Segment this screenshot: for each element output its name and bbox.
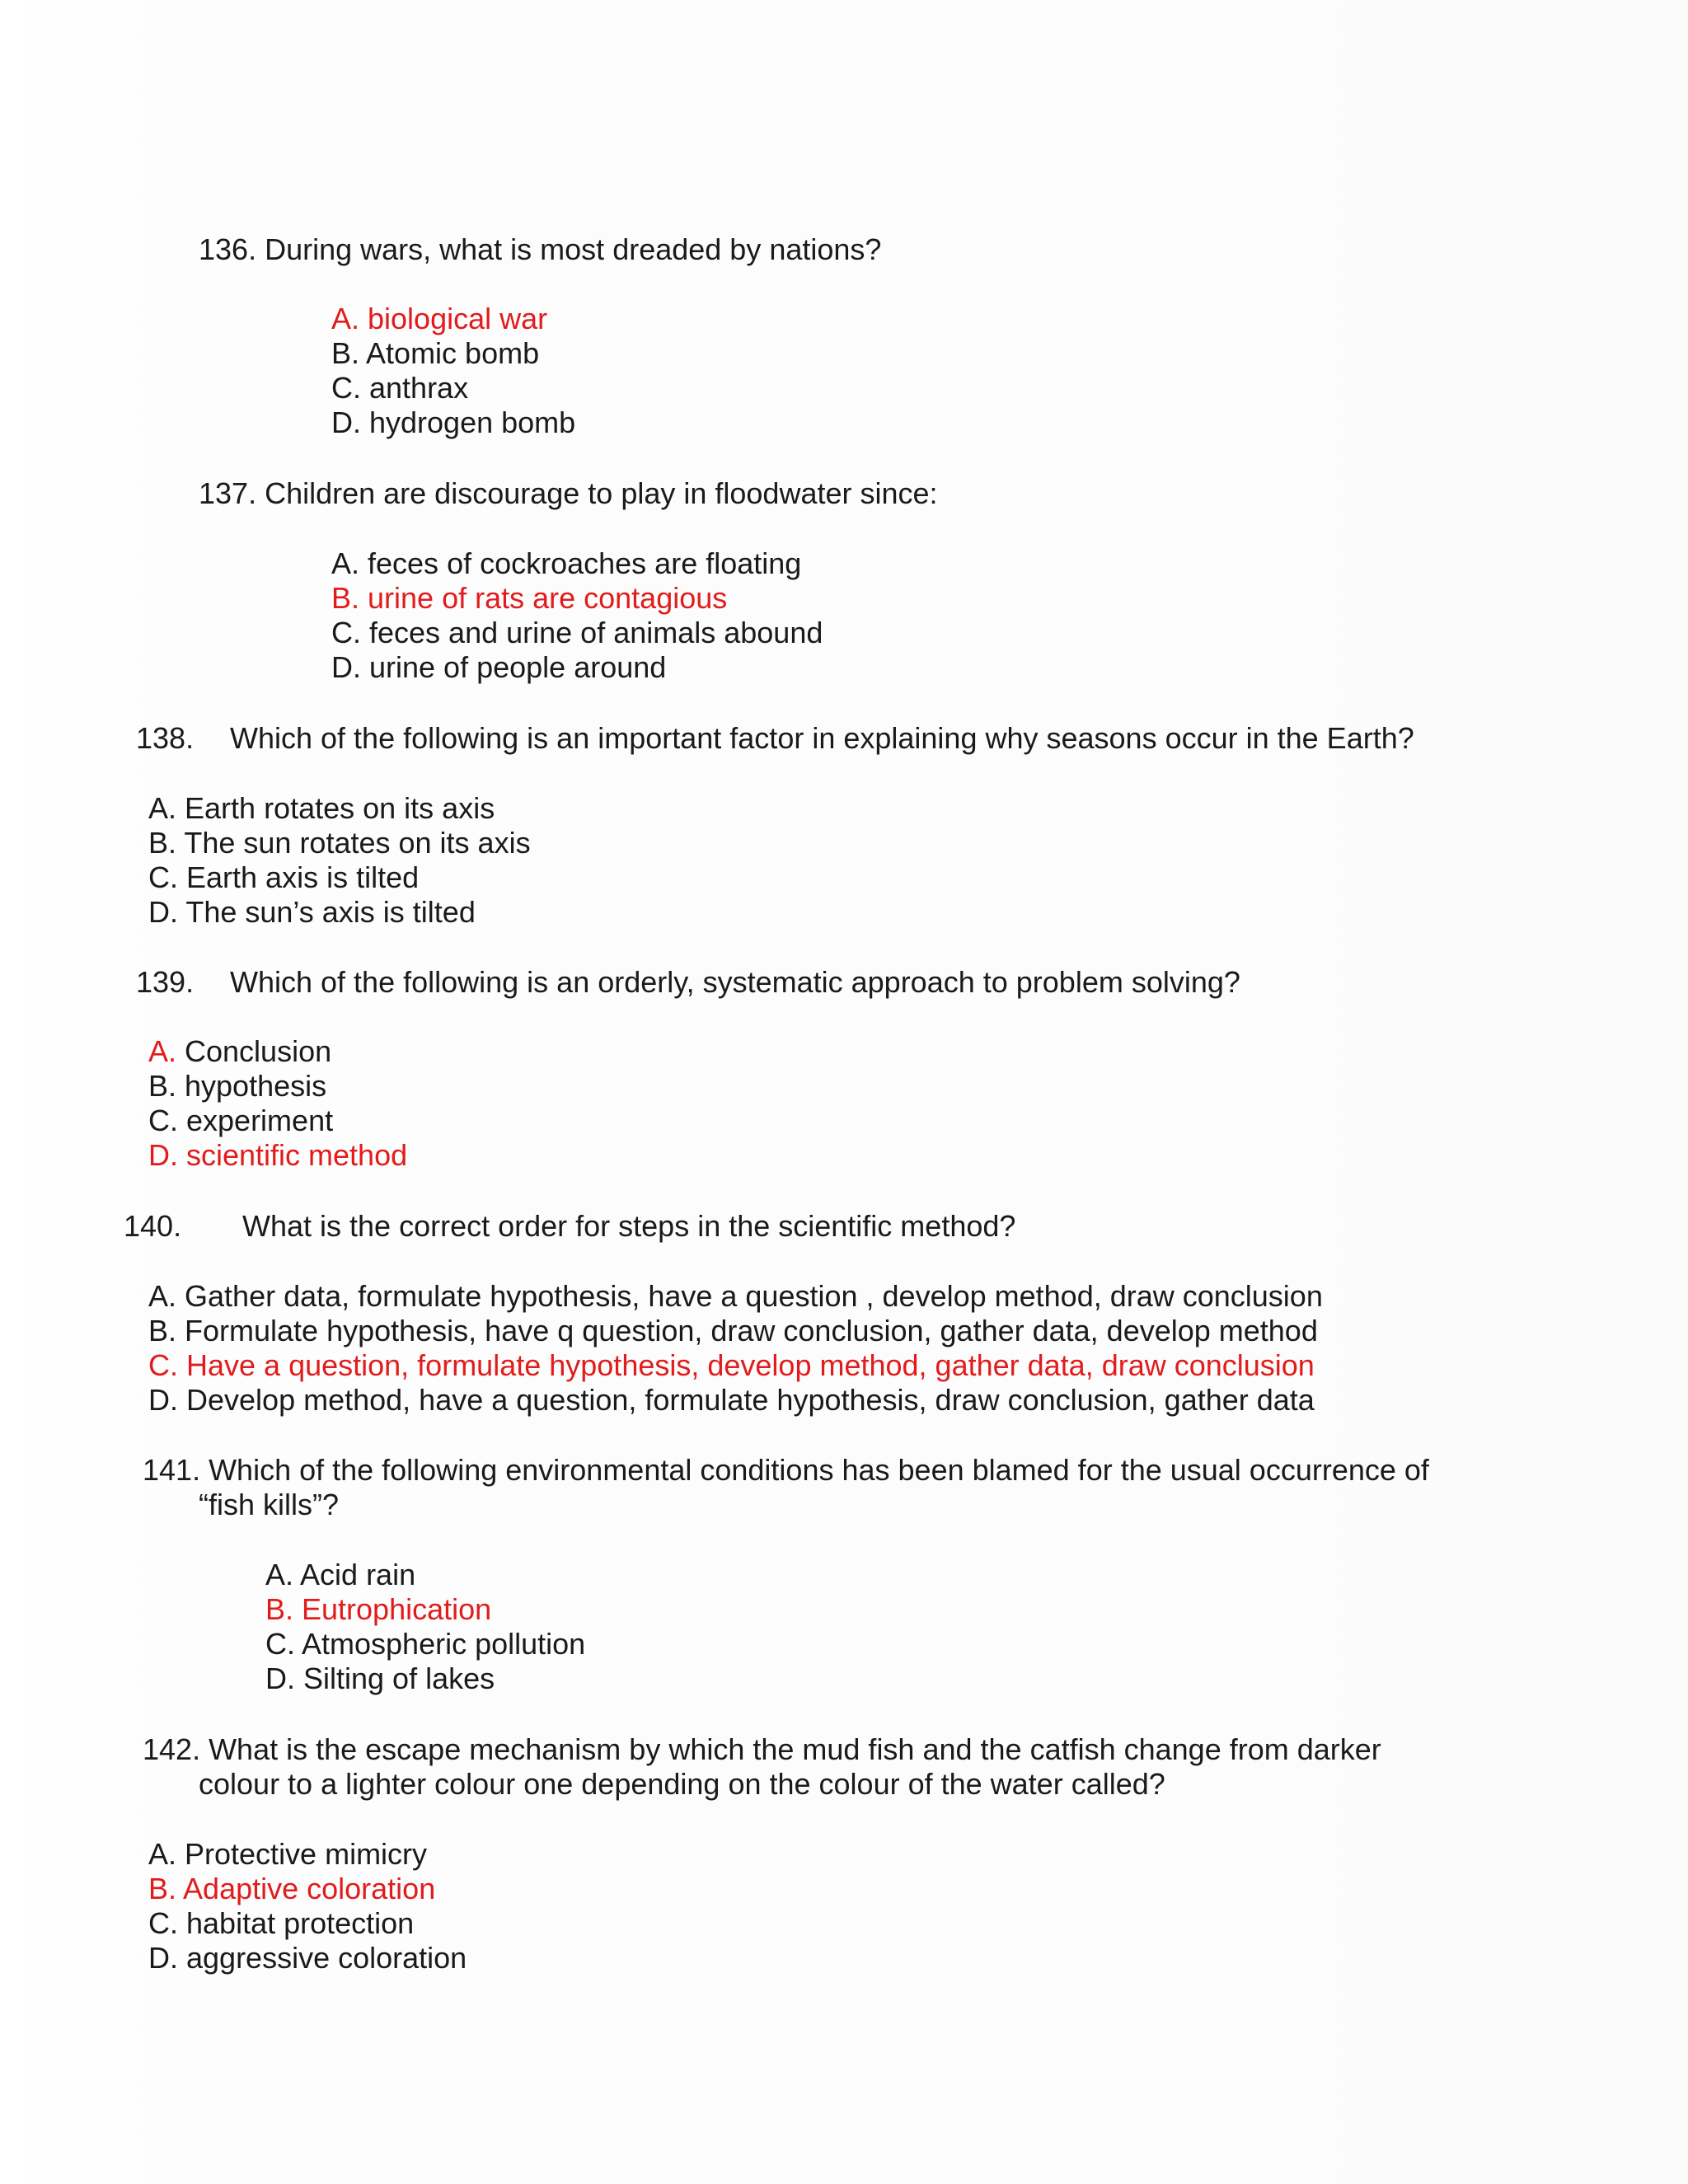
question-137-option-a: A. feces of cockroaches are floating — [331, 546, 802, 580]
question-142-stem-line2: colour to a lighter colour one depending on the colour of the water called? — [199, 1767, 1165, 1801]
question-141-stem-line1: 141. Which of the following environmental conditions has been blamed for the usual occurrence of — [143, 1453, 1429, 1487]
question-137-option-c: C. feces and urine of animals abound — [331, 616, 823, 649]
question-142-option-a: A. Protective mimicry — [148, 1837, 428, 1871]
question-136-option-a: A. biological war — [331, 302, 548, 335]
question-138-option-c: C. Earth axis is tilted — [148, 860, 420, 894]
question-140-option-b: B. Formulate hypothesis, have q question, draw conclusion, gather data, develop method — [148, 1314, 1318, 1347]
question-136-stem: 136. During wars, what is most dreaded by nations? — [199, 232, 882, 266]
question-141-stem-line2: “fish kills”? — [199, 1488, 340, 1521]
question-141-option-b: B. Eutrophication — [265, 1592, 492, 1626]
question-139-number: 139. — [136, 965, 195, 999]
question-137-option-d: D. urine of people around — [331, 650, 667, 684]
question-138-option-d: D. The sun’s axis is tilted — [148, 895, 476, 929]
question-139-stem: Which of the following is an orderly, systematic approach to problem solving? — [230, 965, 1240, 999]
question-138-option-a: A. Earth rotates on its axis — [148, 791, 495, 825]
question-142-option-c: C. habitat protection — [148, 1906, 415, 1940]
question-136-option-b: B. Atomic bomb — [331, 336, 540, 370]
question-139-option-a — [148, 1034, 331, 1069]
question-139-option-c: C. experiment — [148, 1104, 334, 1137]
question-138-option-b: B. The sun rotates on its axis — [148, 826, 531, 860]
question-140-number: 140. — [124, 1209, 182, 1243]
question-142-option-d: D. aggressive coloration — [148, 1941, 467, 1975]
question-141-option-a: A. Acid rain — [265, 1558, 416, 1591]
question-141-option-c: C. Atmospheric pollution — [265, 1627, 586, 1661]
question-142-option-b: B. Adaptive coloration — [148, 1872, 436, 1905]
question-140-option-d: D. Develop method, have a question, formulate hypothesis, draw conclusion, gather data — [148, 1383, 1315, 1417]
question-136-option-d: D. hydrogen bomb — [331, 405, 576, 439]
question-142-stem-line1: 142. What is the escape mechanism by which the mud fish and the catfish change from darker — [143, 1732, 1381, 1766]
question-139-option-b: B. hypothesis — [148, 1069, 327, 1103]
question-137-stem: 137. Children are discourage to play in floodwater since: — [199, 476, 938, 510]
question-138-stem: Which of the following is an important factor in explaining why seasons occur in the Earth? — [230, 721, 1414, 755]
question-140-option-a: A. Gather data, formulate hypothesis, have a question , develop method, draw conclusion — [148, 1279, 1323, 1313]
question-138-number: 138. — [136, 721, 195, 755]
question-136-option-c: C. anthrax — [331, 371, 469, 405]
question-139-option-d: D. scientific method — [148, 1138, 408, 1172]
question-141-option-d: D. Silting of lakes — [265, 1661, 495, 1695]
question-139-option-a-letter: A. — [148, 1034, 177, 1068]
question-140-option-c: C. Have a question, formulate hypothesis, develop method, gather data, draw conclusion — [148, 1348, 1315, 1382]
question-139-option-a-text: Conclusion — [176, 1034, 332, 1068]
question-137-option-b: B. urine of rats are contagious — [331, 581, 728, 615]
question-140-stem: What is the correct order for steps in the scientific method? — [242, 1209, 1016, 1243]
